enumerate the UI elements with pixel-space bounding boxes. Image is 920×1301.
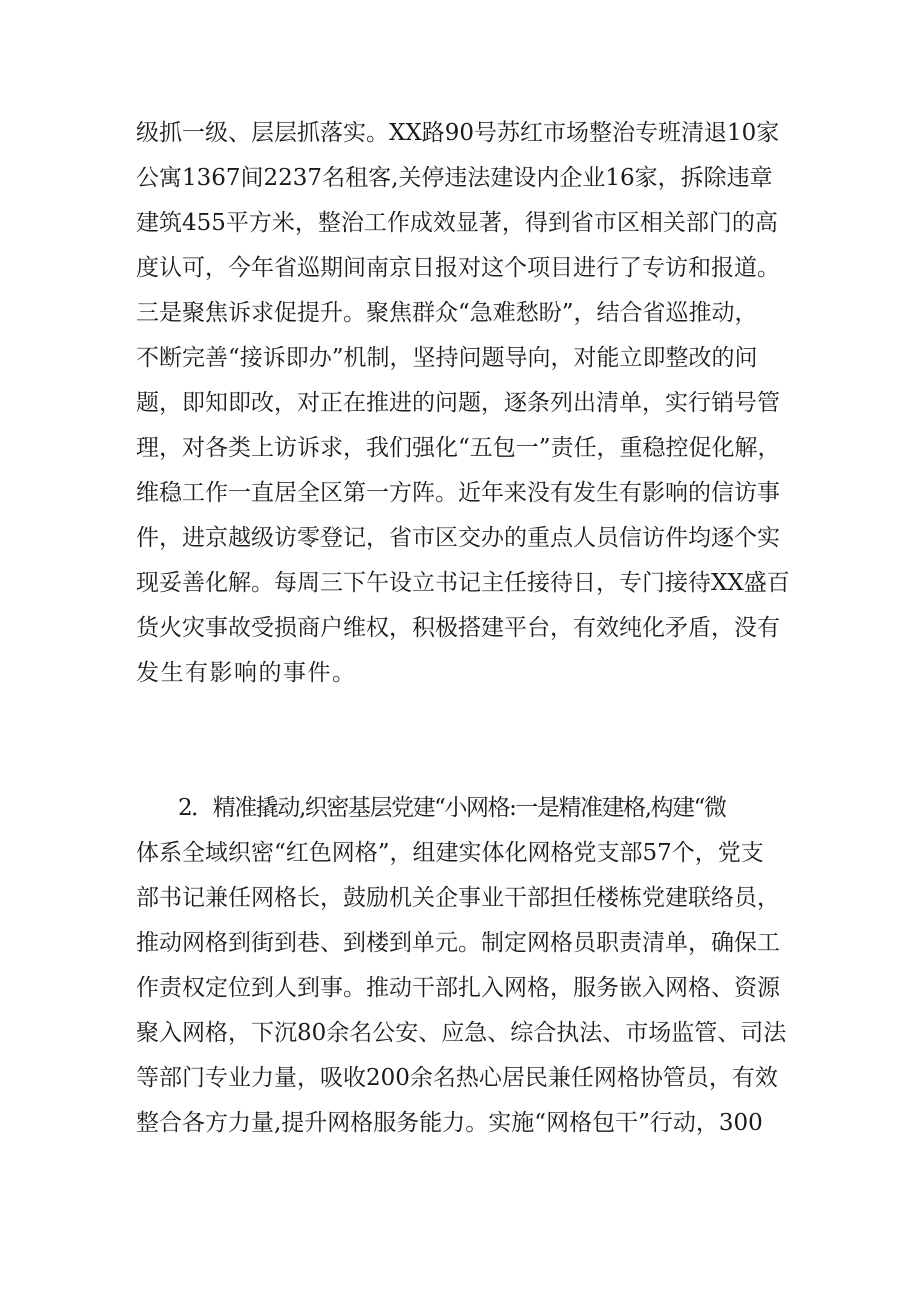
text-line: 件，进京越级访零登记，省市区交办的重点人员信访件均逐个实: [136, 525, 780, 551]
text-line: 聚入网格，下沉80余名公安、应急、综合执法、市场监管、司法: [136, 1020, 787, 1046]
text-line: 三是聚焦诉求促提升。聚焦群众“急难愁盼”，结合省巡推动，: [136, 300, 758, 326]
text-line: 现妥善化解。每周三下午设立书记主任接待日，专门接待XX盛百: [136, 570, 790, 596]
text-line: 维稳工作一直居全区第一方阵。近年来没有发生有影响的信访事: [136, 480, 780, 506]
text-line: 等部门专业力量，吸收200余名热心居民兼任网格协管员，有效: [136, 1065, 778, 1091]
text-line: 体系全域织密“红色网格”，组建实体化网格党支部57个，党支: [136, 840, 764, 866]
text-line: 整合各方力量,提升网格服务能力。实施“网格包干”行动，300: [136, 1110, 763, 1136]
text-line: 2．精准撬动,织密基层党建“小网格:一是精准建格,构建“微: [178, 795, 726, 821]
text-line: 建筑455平方米，整治工作成效显著，得到省市区相关部门的高: [136, 210, 778, 236]
text-line: 货火灾事故受损商户维权，积极搭建平台，有效纯化矛盾，没有: [136, 615, 780, 641]
text-line: 理，对各类上访诉求，我们强化“五包一”责任，重稳控促化解，: [136, 435, 781, 461]
text-line: 公寓1367间2237名租客,关停违法建设内企业16家，拆除违章: [136, 165, 773, 191]
text-line: 度认可，今年省巡期间南京日报对这个项目进行了专访和报道。: [136, 255, 780, 281]
text-line: 发生有影响的事件。: [136, 660, 357, 686]
text-line: 作责权定位到人到事。推动干部扎入网格，服务嵌入网格、资源: [136, 975, 780, 1001]
text-line: 级抓一级、层层抓落实。XX路90号苏红市场整治专班清退10家: [136, 120, 780, 146]
text-line: 推动网格到街到巷、到楼到单元。制定网格员职责清单，确保工: [136, 930, 780, 956]
text-line: 部书记兼任网格长，鼓励机关企事业干部担任楼栋党建联络员，: [136, 885, 780, 911]
text-line: 不断完善“接诉即办”机制，坚持问题导向，对能立即整改的问: [136, 345, 758, 371]
text-line: 题，即知即改，对正在推进的问题，逐条列出清单，实行销号管: [136, 390, 780, 416]
